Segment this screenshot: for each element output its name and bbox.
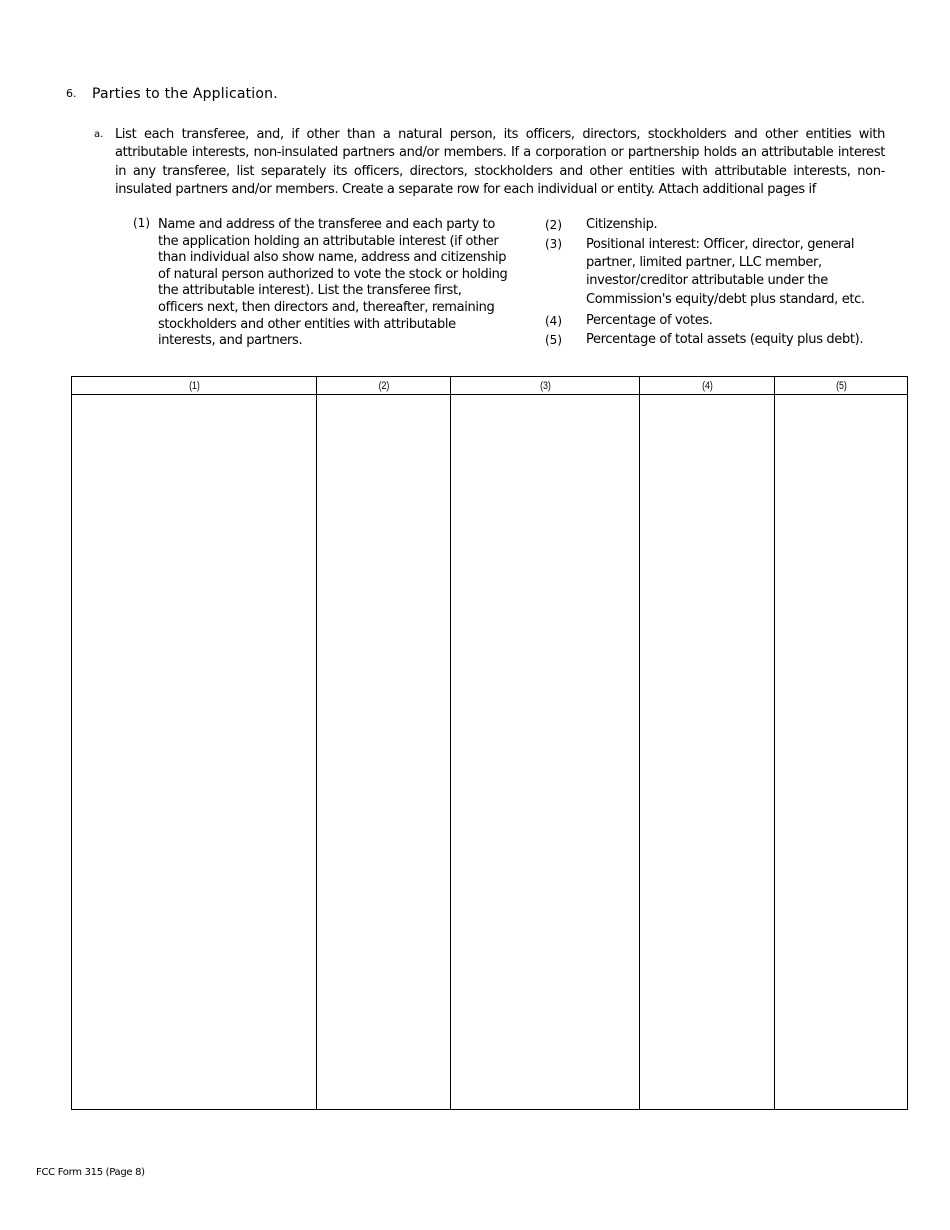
instruction-1-text: Name and address of the transferee and each party to the application holding an attributable interest (if other than individual also show name, address and citizenship of natural person authorized to vote the stock or holding the attributable interest). List the transferee first, officers next, then directors and, thereafter, remaining stockholders and other entities with attributable interests, and partners. xyxy=(158,217,508,349)
section-number: 6. xyxy=(66,87,77,100)
instruction-5-text: Percentage of total assets (equity plus debt). xyxy=(586,332,864,347)
instruction-3-number: (3) xyxy=(545,237,562,251)
instruction-3-text: Positional interest: Officer, director, general partner, limited partner, LLC member, investor/creditor attributable under the Commission's equity/debt plus standard, etc. xyxy=(586,237,865,307)
table-cell-positional-interest[interactable] xyxy=(451,395,640,1110)
instruction-4-text: Percentage of votes. xyxy=(586,313,713,328)
subsection-letter: a. xyxy=(94,129,104,140)
subsection-instructions: List each transferee, and, if other than a natural person, its officers, directors, stockholders and other entities with attributable interests, non-insulated partners and/or members. If a corporation or partnership holds an attributable interest in any transferee, list separately its officers, directors, stockholders and other entities with attributable interests, non-insulated partners and/or members. Create a separate row for each individual or entity. Attach additional pages if xyxy=(115,127,885,198)
column-header-4: (4) xyxy=(653,377,761,395)
column-header-3: (3) xyxy=(469,377,620,395)
table-cell-name-address[interactable] xyxy=(72,395,317,1110)
form-footer: FCC Form 315 (Page 8) xyxy=(36,1167,145,1178)
instruction-2-number: (2) xyxy=(545,218,562,232)
instruction-1-number: (1) xyxy=(133,216,150,230)
instruction-4-number: (4) xyxy=(545,314,562,328)
table-cell-percentage-votes[interactable] xyxy=(640,395,775,1110)
instruction-5-number: (5) xyxy=(545,333,562,347)
column-header-5: (5) xyxy=(788,377,894,395)
table-row xyxy=(72,395,908,1110)
parties-table xyxy=(71,376,908,1110)
column-header-1: (1) xyxy=(96,377,292,395)
section-title: Parties to the Application. xyxy=(92,86,278,102)
column-header-2: (2) xyxy=(330,377,437,395)
instruction-2-text: Citizenship. xyxy=(586,217,658,232)
table-header-row xyxy=(72,377,908,395)
table-cell-citizenship[interactable] xyxy=(317,395,451,1110)
table-cell-percentage-assets[interactable] xyxy=(775,395,908,1110)
